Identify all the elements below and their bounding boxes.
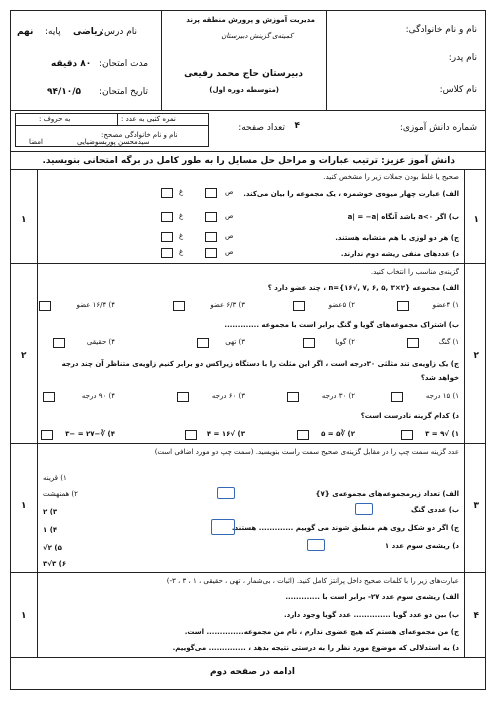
father-name-label: نام پدر:: [448, 53, 477, 63]
subject-label: نام درس:: [101, 27, 138, 37]
q4-number: ۴: [473, 611, 479, 621]
false-checkbox[interactable]: [161, 248, 173, 258]
q4-item-a: الف) ریشه‌ی سوم عدد ۲۷- برابر است با .............: [285, 593, 459, 601]
true-checkbox[interactable]: [205, 188, 217, 198]
option-checkbox[interactable]: [197, 338, 209, 348]
option-checkbox[interactable]: [173, 301, 185, 311]
q3-left-1: ۱) قرینه: [43, 474, 67, 482]
footer-continue: ادامه در صفحه دوم: [210, 667, 295, 677]
option-checkbox[interactable]: [39, 301, 51, 311]
q1-number: ۱: [473, 215, 479, 225]
q1-item-c: ج) هر دو لوزی با هم متشابه هستند.: [335, 234, 459, 242]
option-checkbox[interactable]: [185, 430, 197, 440]
true-checkbox[interactable]: [205, 248, 217, 258]
signature-label: امضا: [29, 138, 43, 146]
q4-title: عبارت‌های زیر را با کلمات صحیح داخل پرانتز کامل کنید. (اثبات ، بی‌شمار ، تهی ، حقیقی ، ۱ ، ۳ ، ۳-): [166, 577, 459, 585]
option-checkbox[interactable]: [53, 338, 65, 348]
exam-page: [10, 10, 486, 690]
seat-label: شماره دانش آموزی:: [399, 123, 477, 133]
q3-left-6: ۶) ۳√۳: [43, 560, 67, 568]
option-checkbox[interactable]: [297, 430, 309, 440]
q1-score: ۱: [21, 215, 27, 225]
false-label: غ: [179, 188, 184, 196]
pages-value: ۴: [294, 121, 300, 131]
option-checkbox[interactable]: [177, 392, 189, 402]
true-checkbox[interactable]: [205, 232, 217, 242]
q3-answer-d[interactable]: [307, 539, 325, 551]
q3-title: عدد گزینه سمت چپ را در مقابل گزینه‌ی صحیح سمت راست بنویسید. (سمت چپ دو مورد اضافی است): [154, 448, 459, 456]
q4-score: ۱: [21, 611, 27, 621]
true-checkbox[interactable]: [205, 212, 217, 222]
school-sub: (متوسطه دوره اول): [209, 86, 279, 94]
q2-b-opt3: ۳) تهی: [225, 338, 245, 346]
q2-b-opt4: ۴) حقیقی: [86, 338, 115, 346]
q3-left-3: ۳) ۲: [43, 508, 58, 516]
q2-a-opt2: ۲) ۵عضو: [328, 301, 355, 309]
q2-a-opt4: ۴) ۱۶/۴ عضو: [76, 301, 115, 309]
q3-answer-a[interactable]: [217, 487, 235, 499]
q3-right-c: ج) اگر دو شکل روی هم منطبق شوند می گوییم ............. هستند.: [231, 524, 459, 532]
school-line1: مدیریت آموزش و پرورش منطقه پرند: [186, 16, 315, 24]
grade-value: نهم: [17, 27, 34, 37]
q2-a-opt3: ۳) ۶/۳ عضو: [210, 301, 245, 309]
q2-d-opt1: ۱) √۹ = ۳: [425, 430, 459, 438]
false-checkbox[interactable]: [161, 232, 173, 242]
q1-title: صحیح یا غلط بودن جملات زیر را مشخص کنید.: [323, 173, 459, 181]
school-line2: کمیته‌ی گزینش دبیرستان: [221, 32, 293, 40]
q2-c-opt1: ۱) ۱۵ درجه: [425, 392, 459, 400]
q2-d-opt2: ۲) ∛۵ = ۵: [321, 430, 355, 438]
q2-c-text: ج) یک زاویه‌ی تند مثلثی ۳۰درجه است ، اگر این مثلث را با دستگاه زیراکس دو برابر کنیم زاویه‌ی متناظر آن چند درجه خواهد شد؟: [61, 360, 459, 382]
false-label: غ: [179, 232, 184, 240]
option-checkbox[interactable]: [397, 301, 409, 311]
q2-a-opt1: ۱) ۴عضو: [432, 301, 459, 309]
q2-b-text: ب) اشتراک مجموعه‌های گویا و گنگ برابر است با مجموعه .............: [224, 321, 459, 329]
q1-item-d: د) عددهای منفی ریشه دوم ندارند.: [340, 250, 459, 258]
q3-score: ۱: [21, 501, 27, 511]
q3-right-b: ب) عددی گنگ: [410, 506, 459, 514]
school-name: دبیرستان حاج محمد رفیعی: [184, 69, 303, 79]
q2-d-opt3: ۳) √۱۶ = ۴: [206, 430, 245, 438]
q3-left-2: ۲) همنهشت: [43, 490, 78, 498]
q2-b-opt1: ۱) گنگ: [438, 338, 459, 346]
q2-c-opt2: ۲) ۳۰ درجه: [321, 392, 355, 400]
q4-item-d: د) به استدلالی که موضوع مورد نظر را به درستی نتیجه بدهد ، .............. می‌گوییم.: [172, 644, 459, 652]
q2-score: ۲: [21, 351, 27, 361]
duration-label: مدت امتحان:: [99, 59, 149, 69]
instruction: دانش آموز عزیز: ترتیب عبارات و مراحل حل مسایل را به طور کامل در برگه امتحانی بنویسید.: [42, 156, 455, 166]
option-checkbox[interactable]: [407, 338, 419, 348]
duration-value: ۸۰ دقیقه: [51, 59, 92, 69]
corrector-value: سیدمحسن پوربسوضیایی: [77, 138, 150, 146]
q1-item-a: الف) عبارت چهار میوه‌ی خوشمزه ، یک مجموعه را بیان می‌کند.: [243, 190, 459, 198]
false-label: غ: [179, 248, 184, 256]
q2-b-opt2: ۲) گویا: [335, 338, 355, 346]
true-label: ص: [225, 248, 234, 256]
option-checkbox[interactable]: [401, 430, 413, 440]
score-number-label: نمره کتبی به عدد :: [121, 115, 176, 123]
q1-item-b: ب) اگر a<۰ باشد آنگاه |a| = −a: [347, 213, 459, 221]
q3-right-a: الف) تعداد زیرمجموعه‌های مجموعه‌ی {۷}: [315, 490, 459, 498]
true-label: ص: [225, 188, 234, 196]
option-checkbox[interactable]: [43, 392, 55, 402]
date-label: تاریخ امتحان:: [99, 87, 148, 97]
q3-right-d: د) ریشه‌ی سوم عدد ۱: [384, 542, 459, 550]
q2-title: گزینه‌ی مناسب را انتخاب کنید.: [370, 268, 459, 276]
q2-d-opt4: ۴) ∛−۲۷ = −۳: [65, 430, 115, 438]
q3-left-5: ۵) ۲√: [43, 544, 62, 552]
option-checkbox[interactable]: [287, 392, 299, 402]
q3-answer-b[interactable]: [355, 503, 373, 515]
student-name-label: نام و نام خانوادگی:: [405, 25, 477, 35]
option-checkbox[interactable]: [303, 338, 315, 348]
true-label: ص: [225, 232, 234, 240]
subject-value: ریاضی: [73, 27, 103, 37]
false-checkbox[interactable]: [161, 188, 173, 198]
grade-label: پایه:: [45, 27, 61, 37]
exam-header: [11, 11, 485, 151]
q2-a-text: الف) مجموعه {۲×۳ ,۵ ,۶ ,۷ ,√۱۶}=n ، چند عضو دارد ؟: [267, 284, 459, 292]
q4-item-b: ب) بین دو عدد گویا .............. عدد گویا وجود دارد.: [283, 611, 459, 619]
pages-label: تعداد صفحه:: [238, 123, 285, 133]
class-label: نام کلاس:: [439, 85, 477, 95]
q3-number: ۳: [473, 501, 479, 511]
date-value: ۹۴/۱۰/۵: [47, 87, 82, 97]
q3-left-4: ۴) ۱: [43, 526, 58, 534]
corrector-label: نام و نام خانوادگی مصحح:: [101, 131, 178, 139]
false-checkbox[interactable]: [161, 212, 173, 222]
q3-answer-c[interactable]: [211, 519, 235, 535]
q4-item-c: ج) من مجموعه‌ای هستم که هیچ عضوی ندارم ، نام من مجموعه.............. است.: [184, 628, 459, 636]
q2-number: ۲: [473, 351, 479, 361]
q2-c-opt3: ۳) ۶۰ درجه: [211, 392, 245, 400]
true-label: ص: [225, 212, 234, 220]
option-checkbox[interactable]: [41, 430, 53, 440]
score-letters-label: به حروف :: [39, 115, 71, 123]
q2-c-opt4: ۴) ۹۰ درجه: [81, 392, 115, 400]
false-label: غ: [179, 212, 184, 220]
option-checkbox[interactable]: [391, 392, 403, 402]
option-checkbox[interactable]: [293, 301, 305, 311]
q2-d-text: د) کدام گزینه نادرست است؟: [360, 412, 459, 420]
